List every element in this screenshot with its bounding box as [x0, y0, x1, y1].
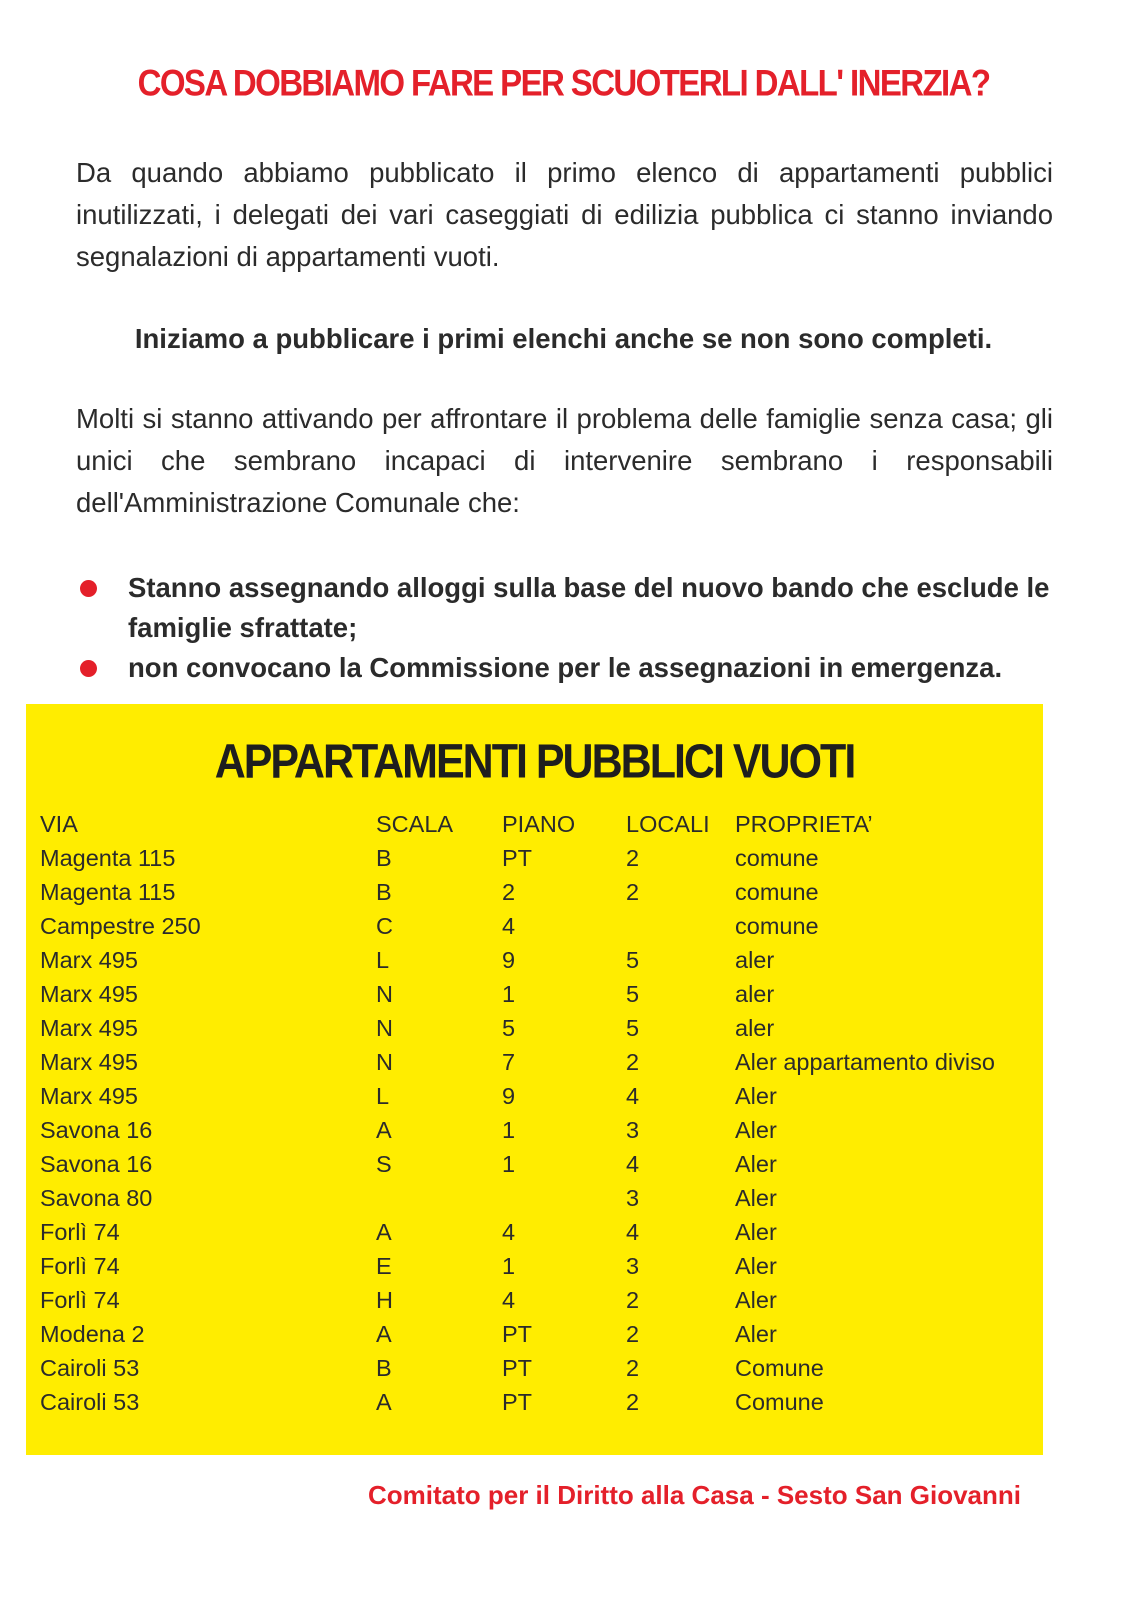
- apartments-table: [40, 807, 1040, 1419]
- list-item: [76, 648, 1053, 688]
- footer-signature: Comitato per il Diritto alla Casa - Sesto San Giovanni: [367, 1480, 1021, 1510]
- cell-via: Marx 495: [40, 946, 138, 973]
- cell-proprieta: Aler: [735, 1286, 777, 1313]
- cell-via: Savona 80: [40, 1184, 153, 1211]
- cell-locali: 2: [626, 1286, 640, 1313]
- bullet-dot-icon: [80, 660, 97, 677]
- cell-scala: A: [376, 1388, 392, 1415]
- cell-proprieta: Comune: [735, 1388, 824, 1415]
- table-row: [40, 1011, 1040, 1045]
- cell-via: Marx 495: [40, 1048, 138, 1075]
- cell-locali: 2: [626, 878, 640, 905]
- cell-proprieta: aler: [735, 946, 775, 973]
- table-row: [40, 1113, 1040, 1147]
- cell-piano: PT: [502, 1320, 533, 1347]
- cell-piano: 1: [502, 980, 516, 1007]
- cell-piano: 5: [502, 1014, 516, 1041]
- cell-proprieta: Aler: [735, 1116, 777, 1143]
- cell-via: Cairoli 53: [40, 1354, 140, 1381]
- cell-proprieta: aler: [735, 1014, 775, 1041]
- cell-piano: 9: [502, 946, 516, 973]
- cell-scala: [376, 1181, 502, 1215]
- cell-locali: 4: [626, 1082, 640, 1109]
- cell-piano: 1: [502, 1116, 516, 1143]
- table-row: [40, 943, 1040, 977]
- cell-via: Forlì 74: [40, 1252, 120, 1279]
- column-header-via: VIA: [40, 810, 78, 837]
- cell-scala: A: [376, 1218, 392, 1245]
- cell-locali: 5: [626, 946, 640, 973]
- cell-via: Marx 495: [40, 1082, 138, 1109]
- table-row: [40, 1181, 1040, 1215]
- cell-locali: 3: [626, 1184, 640, 1211]
- table-row: [40, 1249, 1040, 1283]
- table-row: [40, 1215, 1040, 1249]
- cell-locali: [626, 909, 735, 943]
- cell-piano: PT: [502, 844, 533, 871]
- table-row: [40, 1079, 1040, 1113]
- table-row: [40, 1147, 1040, 1181]
- cell-via: Cairoli 53: [40, 1388, 140, 1415]
- cell-locali: 5: [626, 1014, 640, 1041]
- grievance-list: [76, 568, 1053, 688]
- cell-scala: A: [376, 1320, 392, 1347]
- cell-proprieta: comune: [735, 912, 819, 939]
- list-item-text: Stanno assegnando alloggi sulla base del nuovo bando che esclude le famiglie sfrattate;: [128, 572, 1050, 643]
- cell-scala: S: [376, 1150, 392, 1177]
- cell-locali: 2: [626, 1354, 640, 1381]
- cell-scala: B: [376, 878, 392, 905]
- cell-via: Forlì 74: [40, 1286, 120, 1313]
- intro-paragraph: Da quando abbiamo pubblicato il primo elenco di appartamenti pubblici inutilizzati, i delegati dei vari caseggiati di edilizia pubblica ci stanno inviando segnalazioni di appartamenti vuoti.: [76, 157, 1053, 272]
- cell-via: Magenta 115: [40, 878, 176, 905]
- cell-proprieta: Comune: [735, 1354, 824, 1381]
- cell-via: Savona 16: [40, 1150, 153, 1177]
- list-item: [76, 568, 1053, 648]
- cell-via: Modena 2: [40, 1320, 145, 1347]
- cell-scala: C: [376, 912, 393, 939]
- context-paragraph: Molti si stanno attivando per affrontare il problema delle famiglie senza casa; gli unici che sembrano incapaci di intervenire sembrano i responsabili dell'Amministrazione Comunale che:: [76, 403, 1053, 518]
- table-row: [40, 1283, 1040, 1317]
- cell-via: Forlì 74: [40, 1218, 120, 1245]
- cell-scala: N: [376, 1048, 393, 1075]
- table-body: [40, 841, 1040, 1419]
- headline: COSA DOBBIAMO FARE PER SCUOTERLI DALL' INERZIA?: [137, 61, 990, 104]
- column-header-locali: LOCALI: [626, 810, 710, 837]
- cell-piano: 4: [502, 1286, 516, 1313]
- cell-locali: 4: [626, 1150, 640, 1177]
- cell-piano: 7: [502, 1048, 516, 1075]
- cell-via: Savona 16: [40, 1116, 153, 1143]
- cell-scala: N: [376, 980, 393, 1007]
- cell-proprieta: Aler: [735, 1218, 777, 1245]
- cell-proprieta: Aler: [735, 1252, 777, 1279]
- column-header-scala: SCALA: [376, 810, 454, 837]
- panel-title: APPARTAMENTI PUBBLICI VUOTI: [214, 735, 855, 789]
- cell-scala: N: [376, 1014, 393, 1041]
- cell-scala: L: [376, 1082, 390, 1109]
- cell-proprieta: aler: [735, 980, 775, 1007]
- cell-proprieta: Aler: [735, 1150, 777, 1177]
- bold-statement: Iniziamo a pubblicare i primi elenchi anche se non sono completi.: [134, 323, 993, 354]
- cell-locali: 2: [626, 844, 640, 871]
- cell-proprieta: Aler: [735, 1320, 777, 1347]
- cell-proprieta: Aler appartamento diviso: [735, 1048, 995, 1075]
- cell-proprieta: comune: [735, 878, 819, 905]
- cell-piano: 4: [502, 1218, 516, 1245]
- cell-piano: 1: [502, 1150, 516, 1177]
- cell-scala: H: [376, 1286, 393, 1313]
- table-row: [40, 1317, 1040, 1351]
- apartments-panel: [26, 704, 1043, 1455]
- cell-locali: 5: [626, 980, 640, 1007]
- cell-piano: 1: [502, 1252, 516, 1279]
- column-header-piano: PIANO: [502, 810, 576, 837]
- cell-piano: 9: [502, 1082, 516, 1109]
- cell-piano: PT: [502, 1388, 533, 1415]
- bullet-dot-icon: [80, 580, 97, 597]
- cell-locali: 2: [626, 1320, 640, 1347]
- table-row: [40, 841, 1040, 875]
- cell-scala: B: [376, 1354, 392, 1381]
- table-row: [40, 977, 1040, 1011]
- table-row: [40, 1045, 1040, 1079]
- cell-proprieta: Aler: [735, 1184, 777, 1211]
- cell-via: Marx 495: [40, 980, 138, 1007]
- cell-proprieta: Aler: [735, 1082, 777, 1109]
- cell-proprieta: comune: [735, 844, 819, 871]
- table-header-row: [40, 807, 1040, 841]
- table-row: [40, 1351, 1040, 1385]
- cell-via: Magenta 115: [40, 844, 176, 871]
- cell-locali: 2: [626, 1048, 640, 1075]
- cell-piano: 4: [502, 912, 516, 939]
- table-row: [40, 875, 1040, 909]
- cell-locali: 3: [626, 1116, 640, 1143]
- cell-scala: A: [376, 1116, 392, 1143]
- cell-piano: 2: [502, 878, 516, 905]
- list-item-text: non convocano la Commissione per le assegnazioni in emergenza.: [128, 652, 1003, 683]
- cell-scala: L: [376, 946, 390, 973]
- cell-via: Campestre 250: [40, 912, 201, 939]
- cell-locali: 3: [626, 1252, 640, 1279]
- cell-piano: PT: [502, 1354, 533, 1381]
- cell-scala: B: [376, 844, 392, 871]
- table-row: [40, 909, 1040, 943]
- cell-locali: 2: [626, 1388, 640, 1415]
- cell-scala: E: [376, 1252, 392, 1279]
- cell-piano: [502, 1181, 626, 1215]
- cell-locali: 4: [626, 1218, 640, 1245]
- table-row: [40, 1385, 1040, 1419]
- column-header-proprieta: PROPRIETA’: [735, 810, 873, 837]
- cell-via: Marx 495: [40, 1014, 138, 1041]
